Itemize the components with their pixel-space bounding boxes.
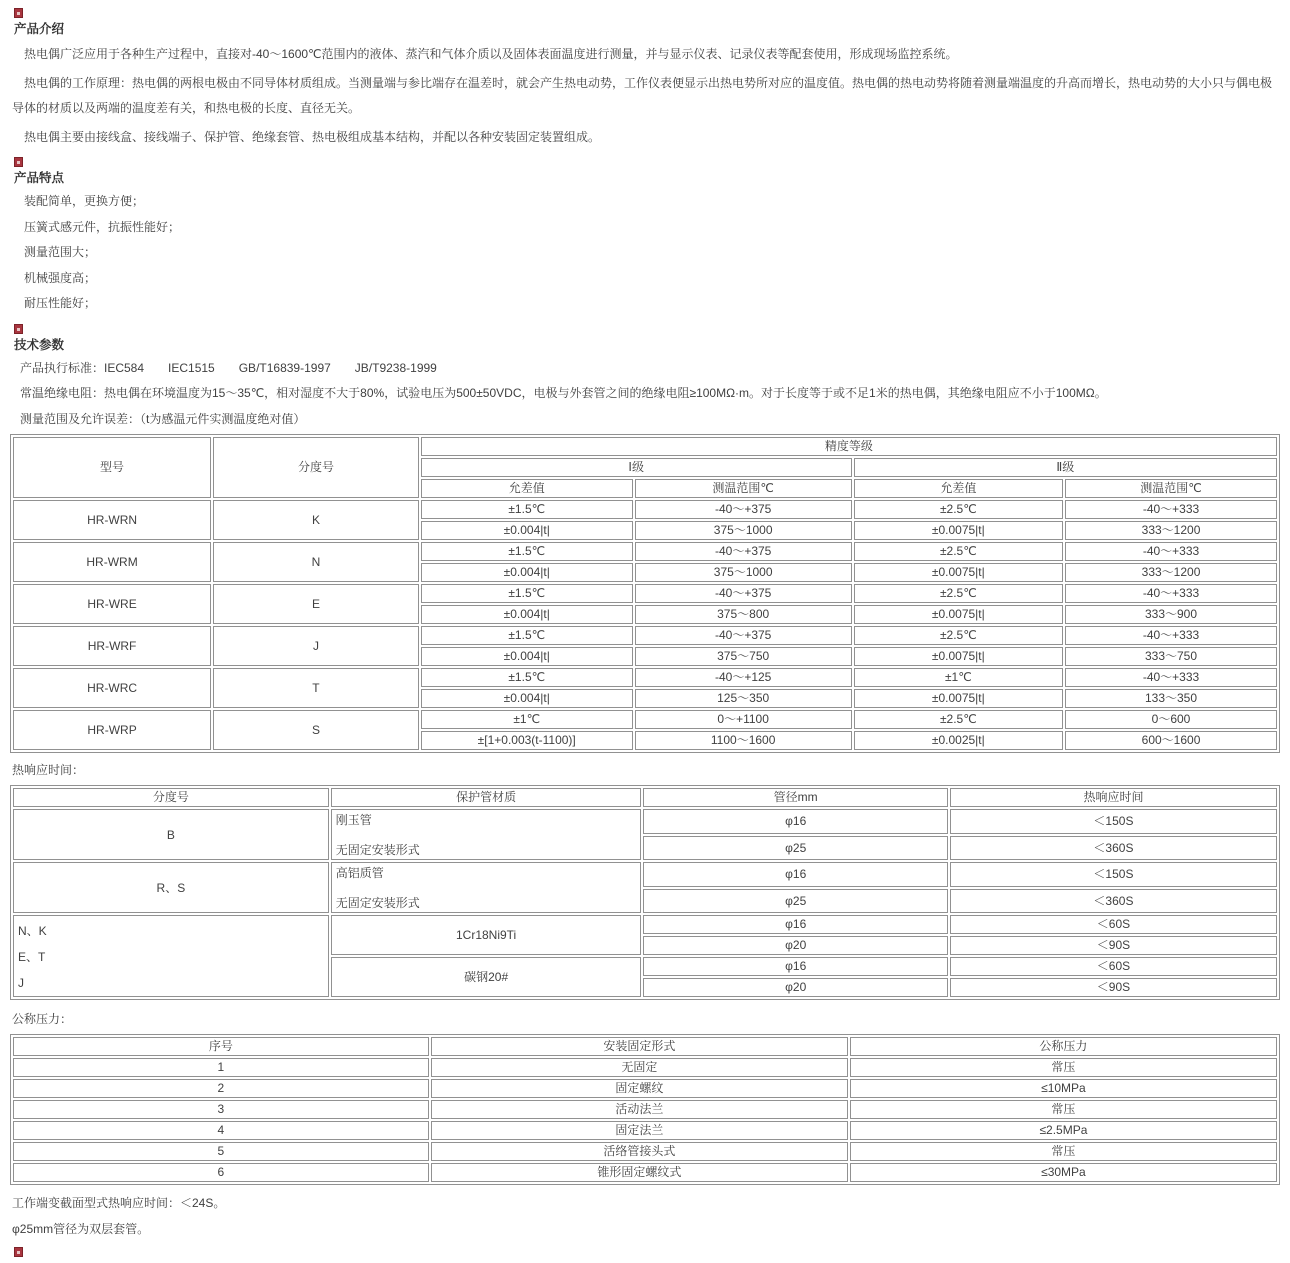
cell-range: -40～+333 [1065, 668, 1277, 687]
cell-diameter: φ25 [643, 836, 947, 861]
feature-item: 机械强度高； [24, 270, 97, 285]
header-mount-type: 安装固定形式 [431, 1037, 848, 1056]
table-header-row [13, 788, 1277, 807]
mount-form-line: 无固定安装形式 [335, 896, 420, 910]
cell-range: 0～+1100 [635, 710, 852, 729]
table-row [13, 1121, 1277, 1140]
cell-range: -40～+333 [1065, 500, 1277, 519]
intro-paragraph: 热电偶广泛应用于各种生产过程中，直接对-40～1600℃范围内的液体、蒸汽和气体介质以及固体表面温度进行测量，并与显示仪表、记录仪表等配套使用，形成现场监控系统。 [24, 47, 958, 61]
cell-pressure: ≤10MPa [850, 1079, 1277, 1098]
cell-diameter: φ16 [643, 915, 947, 934]
section-title-tech: 技术参数 [14, 337, 65, 352]
cell-range: -40～+333 [1065, 626, 1277, 645]
cell-pressure: 常压 [850, 1100, 1277, 1119]
cell-diameter: φ16 [643, 957, 947, 976]
cell-response-time: ＜60S [950, 957, 1277, 976]
accuracy-table [10, 434, 1280, 753]
cell-range: -40～+375 [635, 500, 852, 519]
cell-tolerance: ±0.0075|t| [854, 605, 1063, 624]
table-row [13, 1058, 1277, 1077]
cell-response-time: ＜90S [950, 978, 1277, 997]
cell-response-time: ＜360S [950, 889, 1277, 914]
cell-model: HR-WRP [13, 710, 211, 750]
cell-mount-type: 无固定 [431, 1058, 848, 1077]
cell-range: 375～750 [635, 647, 852, 666]
header-class-2: Ⅱ级 [854, 458, 1277, 477]
table-header-row [13, 1037, 1277, 1056]
cell-range: -40～+375 [635, 626, 852, 645]
pressure-table-label: 公称压力： [12, 1012, 73, 1026]
cell-pressure: ≤30MPa [850, 1163, 1277, 1182]
table-row [13, 668, 1277, 687]
header-range-2: 测温范围℃ [1065, 479, 1277, 498]
cell-tolerance: ±1.5℃ [421, 500, 633, 519]
cell-graduation: R、S [13, 862, 329, 913]
cell-pressure: ≤2.5MPa [850, 1121, 1277, 1140]
cell-mount-type: 活络管接头式 [431, 1142, 848, 1161]
broken-image-icon [14, 8, 23, 18]
tube-material-line: 高铝质管 [335, 866, 384, 880]
cell-range: -40～+333 [1065, 542, 1277, 561]
table-row [13, 710, 1277, 729]
broken-image-icon-inner [17, 161, 20, 164]
cell-tube-material: 1Cr18Ni9Ti [331, 915, 642, 955]
cell-seq: 2 [13, 1079, 429, 1098]
cell-diameter: φ25 [643, 889, 947, 914]
cell-tolerance: ±0.0075|t| [854, 563, 1063, 582]
cell-tube-material [331, 862, 642, 913]
broken-image-icon [14, 157, 23, 167]
graduation-line: N、K [18, 924, 47, 938]
cell-seq: 4 [13, 1121, 429, 1140]
cell-seq: 3 [13, 1100, 429, 1119]
cell-diameter: φ20 [643, 978, 947, 997]
cell-tolerance: ±1℃ [421, 710, 633, 729]
header-sequence: 序号 [13, 1037, 429, 1056]
feature-item: 装配简单，更换方便； [24, 194, 145, 208]
table-row [13, 542, 1277, 561]
cell-tolerance: ±0.004|t| [421, 647, 633, 666]
tech-standard-line: 产品执行标准：IEC584 IEC1515 GB/T16839-1997 JB/T9238-1999 [20, 360, 437, 375]
intro-paragraph: 热电偶的工作原理：热电偶的两根电极由不同导体材质组成。当测量端与参比端存在温差时，就会产生热电动势，工作仪表便显示出热电势所对应的温度值。热电偶的热电动势将随着测量端温度的升高而增长，热电动势的大小只与偶电极导体的材质以及两端的温度差有关，和热电极的长度、直径无关。 [12, 76, 1273, 115]
mount-form-line: 无固定安装形式 [335, 843, 420, 857]
cell-seq: 5 [13, 1142, 429, 1161]
header-nominal-pressure: 公称压力 [850, 1037, 1277, 1056]
feature-item: 测量范围大； [24, 245, 97, 259]
cell-tolerance: ±0.0025|t| [854, 731, 1063, 750]
intro-paragraph: 热电偶主要由接线盒、接线端子、保护管、绝缘套管、热电极组成基本结构，并配以各种安装固定装置组成。 [24, 130, 601, 144]
table-row [13, 862, 1277, 887]
header-tube-material: 保护管材质 [331, 788, 642, 807]
cell-graduation: J [213, 626, 419, 666]
cell-range: 333～750 [1065, 647, 1277, 666]
cell-graduation: E [213, 584, 419, 624]
cell-response-time: ＜360S [950, 836, 1277, 861]
cell-tolerance: ±[1+0.003(t-1100)] [421, 731, 633, 750]
response-time-table [10, 785, 1280, 1000]
cell-tolerance: ±1℃ [854, 668, 1063, 687]
cell-range: 125～350 [635, 689, 852, 708]
feature-item: 压簧式感元件，抗振性能好； [24, 219, 181, 234]
cell-tolerance: ±2.5℃ [854, 584, 1063, 603]
cell-tolerance: ±1.5℃ [421, 542, 633, 561]
table-row [13, 1142, 1277, 1161]
broken-image-icon-inner [17, 12, 20, 15]
section-title-intro: 产品介绍 [14, 22, 65, 36]
cell-range: -40～+375 [635, 584, 852, 603]
cell-tolerance: ±2.5℃ [854, 542, 1063, 561]
table-row [13, 915, 1277, 934]
cell-graduation: S [213, 710, 419, 750]
header-tolerance-2: 允差值 [854, 479, 1063, 498]
cell-range: 375～1000 [635, 521, 852, 540]
table-row [13, 1163, 1277, 1182]
cell-model: HR-WRE [13, 584, 211, 624]
header-range-1: 测温范围℃ [635, 479, 852, 498]
cell-mount-type: 固定螺纹 [431, 1079, 848, 1098]
broken-image-icon [14, 1247, 23, 1257]
cell-range: 1100～1600 [635, 731, 852, 750]
cell-seq: 6 [13, 1163, 429, 1182]
cell-range: -40～+333 [1065, 584, 1277, 603]
tech-range-line: 测量范围及允许误差：（t为感温元件实测温度绝对值） [20, 411, 306, 426]
note-response-time: 工作端变截面型式热响应时间：＜24S。 [12, 1196, 226, 1210]
cell-model: HR-WRN [13, 500, 211, 540]
cell-range: 600～1600 [1065, 731, 1277, 750]
table-row [13, 809, 1277, 834]
cell-tolerance: ±2.5℃ [854, 500, 1063, 519]
cell-range: 333～900 [1065, 605, 1277, 624]
cell-graduation: B [13, 809, 329, 860]
broken-image-icon [14, 324, 23, 334]
cell-tolerance: ±0.004|t| [421, 563, 633, 582]
cell-mount-type: 固定法兰 [431, 1121, 848, 1140]
cell-tolerance: ±2.5℃ [854, 710, 1063, 729]
cell-tolerance: ±0.004|t| [421, 605, 633, 624]
cell-diameter: φ20 [643, 936, 947, 955]
cell-tolerance: ±1.5℃ [421, 626, 633, 645]
pressure-table [10, 1034, 1280, 1185]
broken-image-icon-inner [17, 1251, 20, 1254]
cell-graduation-group [13, 915, 329, 997]
cell-graduation: K [213, 500, 419, 540]
graduation-line: J [18, 976, 24, 990]
cell-tolerance: ±1.5℃ [421, 584, 633, 603]
cell-mount-type: 锥形固定螺纹式 [431, 1163, 848, 1182]
cell-model: HR-WRM [13, 542, 211, 582]
cell-tolerance: ±1.5℃ [421, 668, 633, 687]
table-row [13, 500, 1277, 519]
cell-range: 375～800 [635, 605, 852, 624]
cell-diameter: φ16 [643, 862, 947, 887]
cell-model: HR-WRC [13, 668, 211, 708]
tube-material-line: 刚玉管 [335, 813, 372, 827]
cell-tolerance: ±0.004|t| [421, 689, 633, 708]
cell-graduation: N [213, 542, 419, 582]
cell-tolerance: ±0.004|t| [421, 521, 633, 540]
cell-range: -40～+125 [635, 668, 852, 687]
cell-range: 333～1200 [1065, 521, 1277, 540]
header-class-1: Ⅰ级 [421, 458, 852, 477]
cell-response-time: ＜150S [950, 862, 1277, 887]
cell-seq: 1 [13, 1058, 429, 1077]
header-graduation: 分度号 [13, 788, 329, 807]
note-double-tube: φ25mm管径为双层套管。 [12, 1222, 150, 1236]
cell-model: HR-WRF [13, 626, 211, 666]
table-header-row [13, 437, 1277, 456]
cell-pressure: 常压 [850, 1058, 1277, 1077]
cell-mount-type: 活动法兰 [431, 1100, 848, 1119]
cell-range: 375～1000 [635, 563, 852, 582]
cell-range: 333～1200 [1065, 563, 1277, 582]
header-diameter: 管径mm [643, 788, 947, 807]
table-row [13, 1079, 1277, 1098]
header-tolerance-1: 允差值 [421, 479, 633, 498]
cell-response-time: ＜90S [950, 936, 1277, 955]
table-row [13, 626, 1277, 645]
cell-tolerance: ±2.5℃ [854, 626, 1063, 645]
cell-response-time: ＜60S [950, 915, 1277, 934]
section-title-features: 产品特点 [14, 171, 65, 185]
cell-diameter: φ16 [643, 809, 947, 834]
header-accuracy-class: 精度等级 [421, 437, 1277, 456]
broken-image-icon-inner [17, 328, 20, 331]
table-row [13, 1100, 1277, 1119]
cell-graduation: T [213, 668, 419, 708]
graduation-line: E、T [18, 950, 46, 964]
cell-tolerance: ±0.0075|t| [854, 521, 1063, 540]
cell-response-time: ＜150S [950, 809, 1277, 834]
table-row [13, 584, 1277, 603]
response-table-label: 热响应时间： [12, 763, 85, 777]
header-model: 型号 [13, 437, 211, 498]
header-graduation: 分度号 [213, 437, 419, 498]
cell-range: -40～+375 [635, 542, 852, 561]
header-response-time: 热响应时间 [950, 788, 1277, 807]
cell-tolerance: ±0.0075|t| [854, 689, 1063, 708]
tech-insulation-line: 常温绝缘电阻：热电偶在环境温度为15～35℃，相对湿度不大于80%，试验电压为500±50VDC，电极与外套管之间的绝缘电阻≥100MΩ·m。对于长度等于或不足1米的热电偶，其绝缘电阻应不小于100MΩ。 [20, 386, 1107, 400]
cell-tube-material [331, 809, 642, 860]
cell-tolerance: ±0.0075|t| [854, 647, 1063, 666]
cell-range: 133～350 [1065, 689, 1277, 708]
feature-item: 耐压性能好； [24, 296, 97, 310]
cell-pressure: 常压 [850, 1142, 1277, 1161]
cell-tube-material: 碳钢20# [331, 957, 642, 997]
cell-range: 0～600 [1065, 710, 1277, 729]
